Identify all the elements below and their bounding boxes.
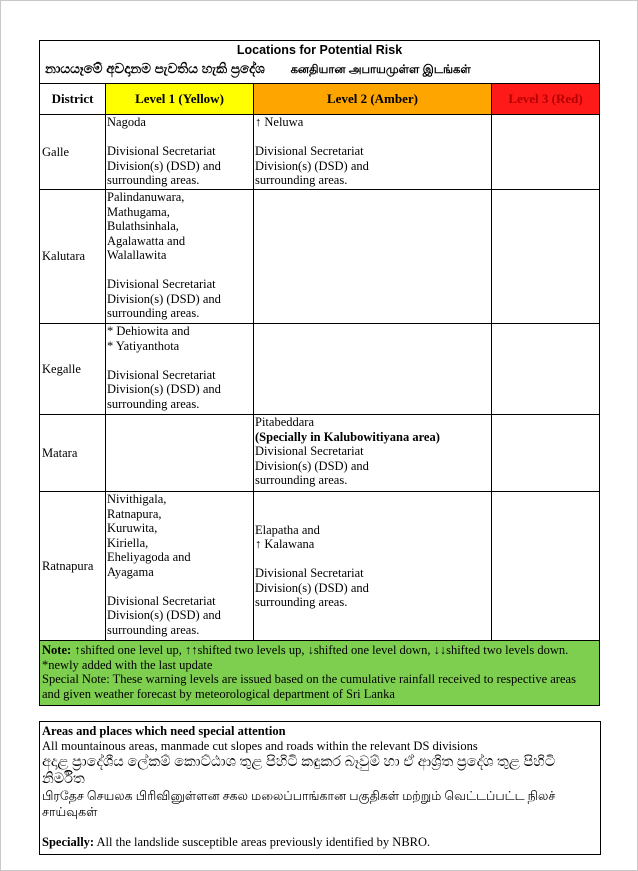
page-title: Locations for Potential Risk: [236, 43, 403, 57]
table-row: [40, 190, 600, 324]
level2-cell: [254, 324, 492, 415]
level3-cell: [492, 492, 600, 641]
subtitle-line: [41, 59, 598, 80]
header-level3: Level 3 (Red): [492, 84, 600, 115]
note-cell: [40, 641, 600, 706]
level3-cell: [492, 415, 600, 492]
district-cell: Matara: [40, 415, 106, 492]
specially-text: All the landslide susceptible areas previously identified by NBRO.: [94, 835, 431, 849]
attention-english: All mountainous areas, manmade cut slopes and roads within the relevant DS divisions: [42, 739, 478, 753]
table-row: [40, 415, 600, 492]
subtitle-tamil: கனதியான அபாயமுள்ள இடங்கள்: [290, 64, 471, 76]
note-special: Special Note: These warning levels are issued based on the cumulative rainfall received to respective areas and given weather forecast by meteorological department of Sri Lanka: [42, 672, 576, 701]
table-row: [40, 324, 600, 415]
specially-label: Specially:: [42, 835, 95, 849]
district-cell: Kegalle: [40, 324, 106, 415]
level2-post: Divisional Secretariat Division(s) (DSD) and surrounding areas.: [255, 444, 369, 487]
level2-bold: (Specially in Kalubowitiyana area): [255, 429, 440, 444]
attention-specially: [42, 835, 598, 850]
level1-cell: Nagoda Divisional Secretariat Division(s) (DSD) and surrounding areas.: [106, 115, 254, 190]
special-attention-box: [39, 721, 601, 855]
attention-tamil: பிரதேச செயலக பிரிவினுள்ளன சகல மலைப்பாங்கான பகுதிகள் மற்றும் வெட்டப்பட்ட நிலச் சாய்வுகள்: [42, 789, 556, 819]
note-label: Note:: [42, 643, 72, 657]
note-row: [40, 641, 600, 706]
risk-table: [39, 40, 600, 706]
level1-cell: Palindanuwara, Mathugama, Bulathsinhala, Agalawatta and Walallawita Divisional Secretariat Division(s) (DSD) and surrounding areas.: [106, 190, 254, 324]
header-district: District: [40, 84, 106, 115]
district-cell: Galle: [40, 115, 106, 190]
level2-cell: [254, 415, 492, 492]
district-cell: Kalutara: [40, 190, 106, 324]
note-legend: [42, 643, 597, 658]
level1-cell: Nivithigala, Ratnapura, Kuruwita, Kiriella, Eheliyagoda and Ayagama Divisional Secretariat Division(s) (DSD) and surrounding areas.: [106, 492, 254, 641]
table-row: [40, 492, 600, 641]
level2-cell: Elapatha and ↑ Kalawana Divisional Secretariat Division(s) (DSD) and surrounding areas.: [254, 492, 492, 641]
subtitle-sinhala: නායයෑමේ අවදානම පැවතිය හැකි ප්‍රදේශ: [45, 61, 265, 76]
level1-cell: [106, 415, 254, 492]
header-level1: Level 1 (Yellow): [106, 84, 254, 115]
district-cell: Ratnapura: [40, 492, 106, 641]
header-level2: Level 2 (Amber): [254, 84, 492, 115]
attention-heading: Areas and places which need special attention: [42, 724, 286, 738]
level3-cell: [492, 190, 600, 324]
spacer: [42, 820, 598, 835]
level2-cell: ↑ Neluwa Divisional Secretariat Division(s) (DSD) and surrounding areas.: [254, 115, 492, 190]
level2-cell: [254, 190, 492, 324]
level2-pre: Pitabeddara: [255, 415, 315, 429]
header-row: [40, 84, 600, 115]
table-row: [40, 115, 600, 190]
note-text: ↑shifted one level up, ↑↑shifted two levels up, ↓shifted one level down, ↓↓shifted two levels down.: [71, 643, 569, 657]
level3-cell: [492, 324, 600, 415]
note-newly: *newly added with the last update: [42, 657, 213, 672]
attention-sinhala: අදාළ ප්‍රාදේශීය ලේකම් කොට්ඨාශ තුළ පිහිටි කඳුකර බෑවුම් හා ඒ ආශ්‍රිත ප්‍රදේශ තුළ පිහිටි නිර්මිත: [42, 754, 556, 787]
level1-cell: * Dehiowita and * Yatiyanthota Divisional Secretariat Division(s) (DSD) and surrounding areas.: [106, 324, 254, 415]
level3-cell: [492, 115, 600, 190]
table-title-cell: [40, 41, 600, 84]
